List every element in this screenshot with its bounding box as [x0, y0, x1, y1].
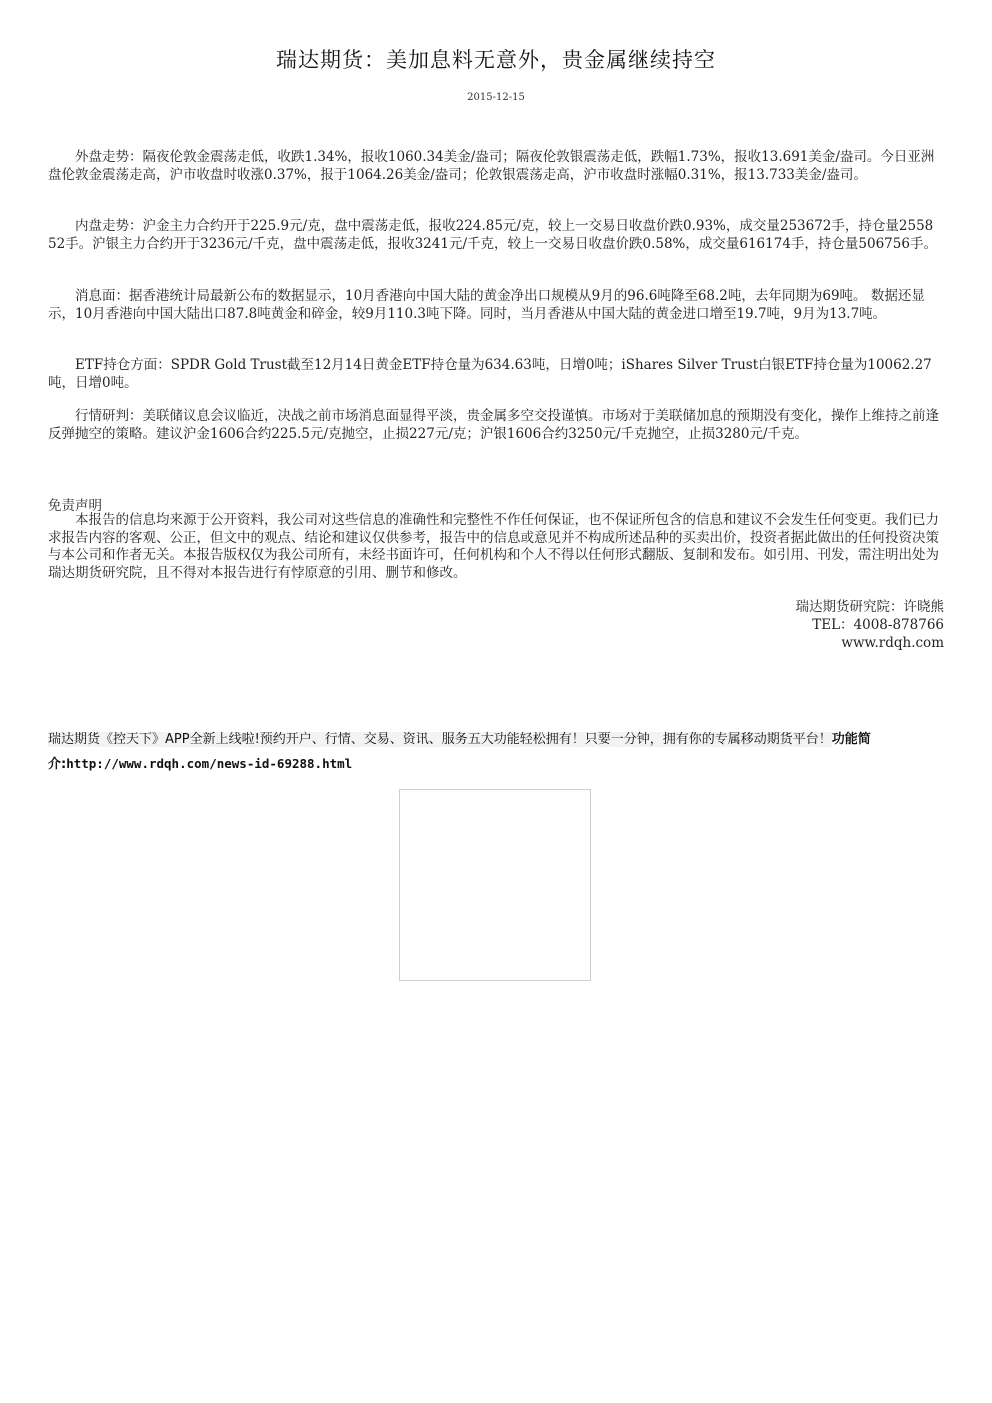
page-title: 瑞达期货：美加息料无意外，贵金属继续持空 — [276, 48, 716, 72]
author-signature: 瑞达期货研究院：许晓熊 — [795, 599, 944, 615]
paragraph-domestic-market: 内盘走势：沪金主力合约开于225.9元/克，盘中震荡走低，报收224.85元/克，较上一交易日收盘价跌0.93%，成交量253672手，持仓量255852手。沪银主力合约开于3236元/千克，盘中震荡走低，报收3241元/千克，较上一交易日收盘价跌0.58%，成交量616174手，持仓量506756手。 — [48, 218, 937, 252]
promo-feature-label: 功能简介: — [48, 732, 871, 772]
paragraph-market-outlook: 行情研判：美联储议息会议临近，决战之前市场消息面显得平淡，贵金属多空交投谨慎。市场对于美联储加息的预期没有变化，操作上维持之前逢反弹抛空的策略。建议沪金1606合约225.5元/克抛空，止损227元/克；沪银1606合约3250元/千克抛空，止损3280元/千克。 — [48, 408, 939, 442]
website-link[interactable]: www.rdqh.com — [841, 635, 944, 651]
paragraph-overseas-market: 外盘走势：隔夜伦敦金震荡走低，收跌1.34%，报收1060.34美金/盎司；隔夜伦敦银震荡走低，跌幅1.73%，报收13.691美金/盎司。今日亚洲盘伦敦金震荡走高，沪市收盘时收涨0.37%，报于1064.26美金/盎司；伦敦银震荡走高，沪市收盘时涨幅0.31%，报13.733美金/盎司。 — [48, 149, 935, 183]
disclaimer-heading: 免责声明 — [48, 498, 102, 514]
report-date: 2015-12-15 — [467, 92, 525, 103]
app-promo-banner — [48, 728, 914, 777]
paragraph-etf-holdings: ETF持仓方面：SPDR Gold Trust截至12月14日黄金ETF持仓量为634.63吨，日增0吨；iShares Silver Trust白银ETF持仓量为10062.27吨，日增0吨。 — [48, 357, 932, 391]
paragraph-news: 消息面：据香港统计局最新公布的数据显示，10月香港向中国大陆的黄金净出口规模从9月的96.6吨降至68.2吨，去年同期为69吨。 数据还显示，10月香港向中国大陆出口87.8吨黄金和碎金，较9月110.3吨下降。同时，当月香港从中国大陆的黄金进口增至19.7吨，9月为13.7吨。 — [48, 288, 925, 322]
promo-link[interactable]: http://www.rdqh.com/news-id-69288.html — [66, 756, 353, 771]
disclaimer-text: 本报告的信息均来源于公开资料，我公司对这些信息的准确性和完整性不作任何保证，也不保证所包含的信息和建议不会发生任何变更。我们已力求报告内容的客观、公正，但文中的观点、结论和建议仅供参考，报告中的信息或意见并不构成所述品种的买卖出价，投资者据此做出的任何投资决策与本公司和作者无关。本报告版权仅为我公司所有，未经书面许可，任何机构和个人不得以任何形式翻版、复制和发布。如引用、刊发，需注明出处为瑞达期货研究院，且不得对本报告进行有悖原意的引用、删节和修改。 — [48, 512, 939, 581]
contact-phone: TEL：4008-878766 — [812, 617, 944, 633]
promo-text: 瑞达期货《控天下》APP全新上线啦!预约开户、行情、交易、资讯、服务五大功能轻松拥有！只要一分钟，拥有你的专属移动期货平台！ — [48, 732, 832, 747]
image-placeholder — [399, 789, 591, 981]
